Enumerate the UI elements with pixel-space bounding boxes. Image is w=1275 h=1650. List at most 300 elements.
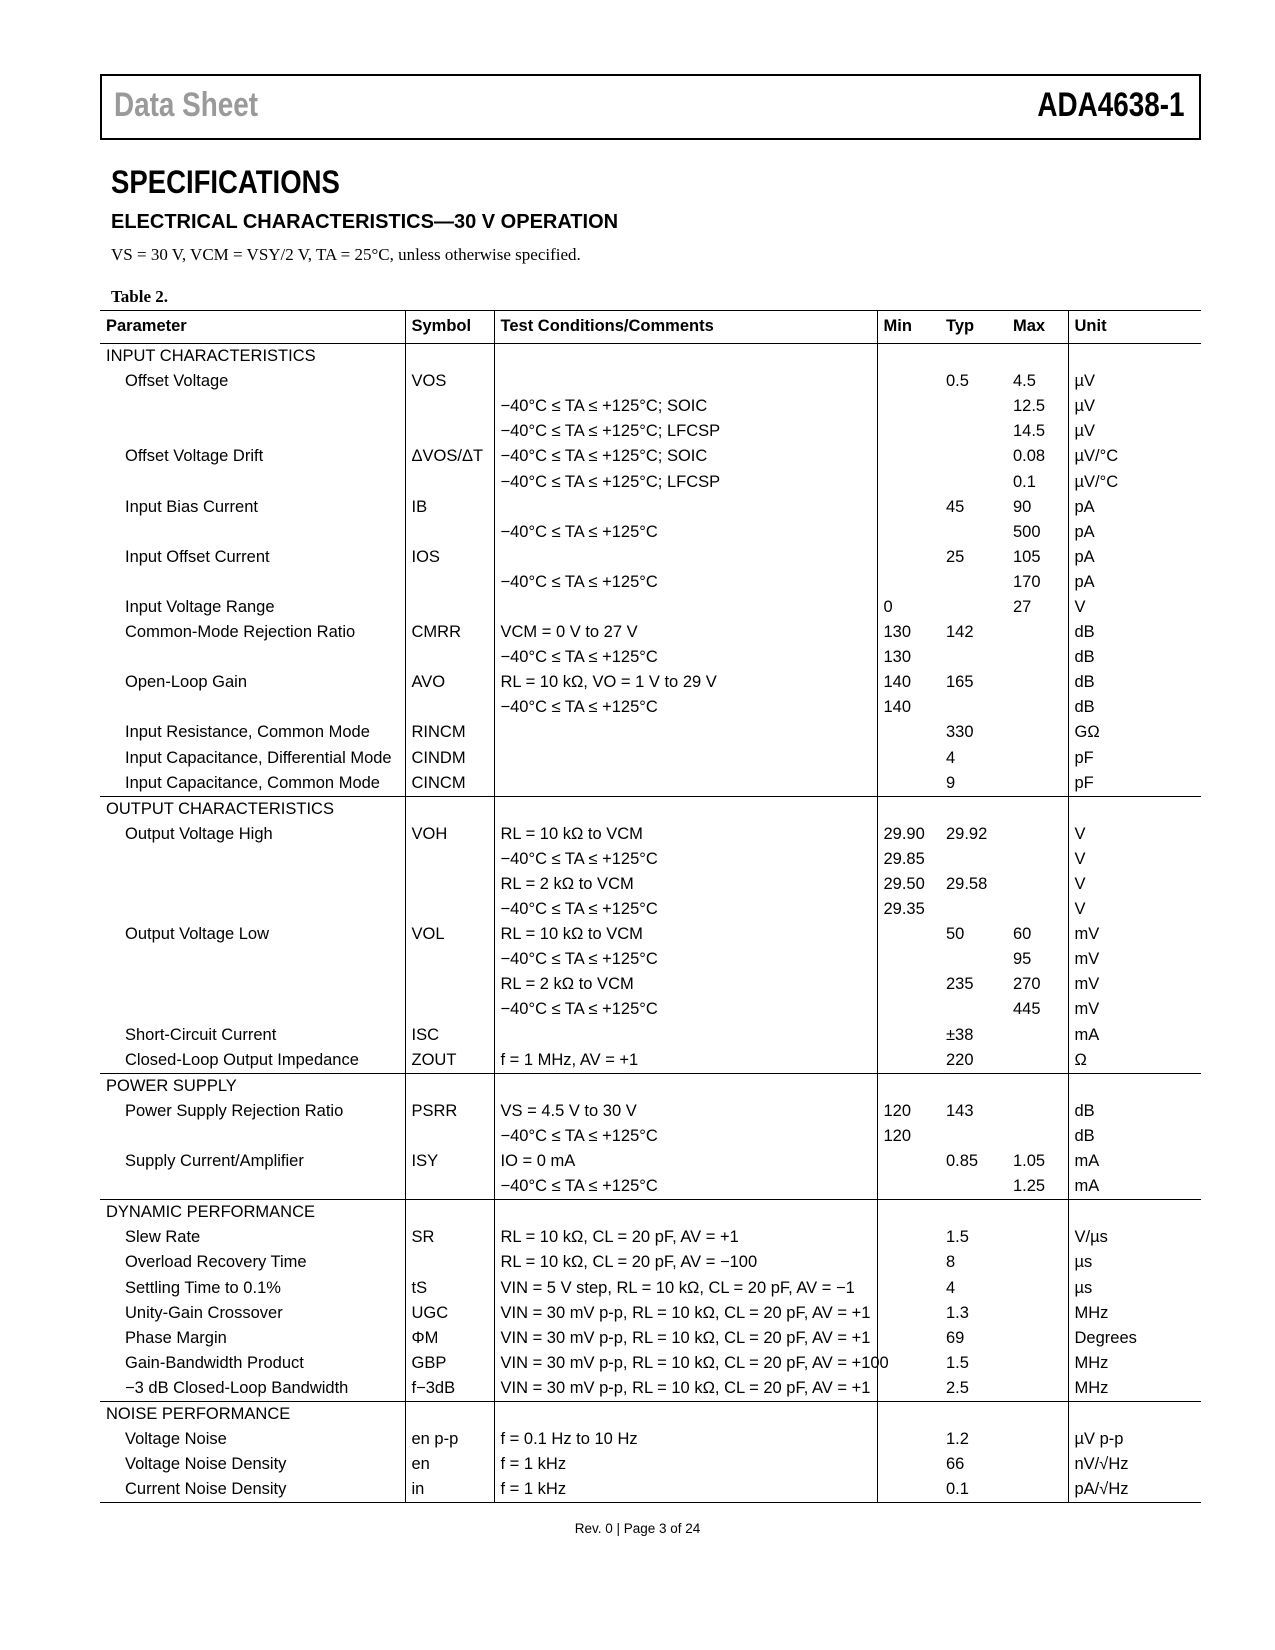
table-row	[100, 1427, 1201, 1452]
cell-typ	[940, 520, 1007, 545]
section-title: SPECIFICATIONS	[111, 164, 340, 200]
cell-max	[1007, 720, 1068, 745]
cell-min	[877, 1048, 940, 1074]
cell-max	[1007, 645, 1068, 670]
table-row	[100, 1250, 1201, 1275]
cell-min	[877, 1326, 940, 1351]
cell-conditions	[494, 369, 877, 394]
cell-parameter: Short-Circuit Current	[125, 1025, 277, 1044]
cell-min	[877, 771, 940, 797]
table-row	[100, 922, 1201, 947]
cell-parameter: Offset Voltage Drift	[125, 447, 264, 466]
operating-conditions: VS = 30 V, VCM = VSY/2 V, TA = 25°C, unless otherwise specified.	[111, 245, 581, 264]
table-row	[100, 997, 1201, 1022]
cell-min: 29.90	[877, 822, 940, 847]
cell-min	[877, 1275, 940, 1300]
cell-symbol	[405, 570, 494, 595]
cell-min	[877, 1149, 940, 1174]
cell-min: 140	[877, 670, 940, 695]
cell-unit: pF	[1068, 771, 1201, 797]
cell-min	[877, 545, 940, 570]
cell-min	[877, 1200, 940, 1226]
cell-typ: 66	[946, 1455, 965, 1474]
cell-typ: 1.2	[946, 1430, 969, 1449]
cell-symbol	[405, 695, 494, 720]
table-caption: Table 2.	[111, 287, 169, 306]
cell-symbol: ISC	[405, 1023, 494, 1048]
table-row	[100, 570, 1201, 595]
cell-parameter	[100, 419, 405, 444]
cell-parameter	[100, 872, 405, 897]
cell-conditions: RL = 10 kΩ to VCM	[494, 822, 877, 847]
cell-unit: µV	[1068, 419, 1201, 444]
column-header-parameter: Parameter	[100, 311, 405, 344]
cell-typ: 29.92	[946, 824, 988, 843]
cell-max	[1007, 1326, 1068, 1351]
column-header-symbol: Symbol	[405, 311, 494, 344]
table-row	[100, 695, 1201, 720]
cell-min	[877, 419, 940, 444]
cell-unit: µV p-p	[1068, 1427, 1201, 1452]
cell-conditions: f = 1 kHz	[494, 1477, 877, 1503]
cell-max: 14.5	[1013, 422, 1046, 441]
cell-typ	[940, 344, 1007, 370]
cell-symbol: GBP	[405, 1351, 494, 1376]
cell-max	[1007, 822, 1068, 847]
cell-min	[877, 746, 940, 771]
specifications-table	[100, 310, 1201, 1503]
cell-conditions: VIN = 5 V step, RL = 10 kΩ, CL = 20 pF, AV = −1	[494, 1275, 877, 1300]
cell-parameter	[100, 570, 405, 595]
cell-symbol: f−3dB	[405, 1376, 494, 1402]
cell-min	[877, 947, 940, 972]
subsection-title: ELECTRICAL CHARACTERISTICS—30 V OPERATION	[111, 211, 619, 233]
cell-conditions: IO = 0 mA	[494, 1149, 877, 1174]
cell-typ: 330	[946, 723, 974, 742]
cell-min	[877, 570, 940, 595]
cell-unit: GΩ	[1068, 720, 1201, 745]
cell-symbol: RINCM	[405, 720, 494, 745]
cell-typ: 69	[946, 1328, 965, 1347]
cell-unit: mV	[1068, 947, 1201, 972]
cell-parameter: Output Voltage High	[125, 824, 273, 843]
cell-typ: 235	[946, 975, 974, 994]
table-row	[100, 1023, 1201, 1048]
cell-unit: pA	[1068, 520, 1201, 545]
cell-unit: dB	[1068, 645, 1201, 670]
table-row	[100, 1351, 1201, 1376]
cell-parameter: Input Bias Current	[125, 497, 258, 516]
cell-unit: V/µs	[1068, 1225, 1201, 1250]
cell-conditions: −40°C ≤ TA ≤ +125°C	[494, 897, 877, 922]
cell-parameter	[100, 520, 405, 545]
cell-max: 27	[1013, 597, 1032, 616]
cell-typ: 1.3	[946, 1303, 969, 1322]
cell-max	[1007, 796, 1068, 822]
cell-typ	[940, 796, 1007, 822]
cell-max	[1007, 1401, 1068, 1427]
cell-max	[1007, 847, 1068, 872]
cell-conditions: −40°C ≤ TA ≤ +125°C; LFCSP	[494, 419, 877, 444]
cell-max	[1007, 771, 1068, 797]
cell-max	[1007, 1427, 1068, 1452]
cell-typ: 143	[946, 1101, 974, 1120]
cell-symbol: ΔVOS/ΔT	[405, 444, 494, 469]
cell-typ	[940, 1200, 1007, 1226]
cell-parameter: Gain-Bandwidth Product	[125, 1353, 304, 1372]
cell-typ: 1.5	[946, 1353, 969, 1372]
cell-symbol	[405, 595, 494, 620]
cell-min: 29.35	[877, 897, 940, 922]
table-row	[100, 495, 1201, 520]
cell-conditions: RL = 10 kΩ, CL = 20 pF, AV = +1	[494, 1225, 877, 1250]
cell-symbol	[405, 1401, 494, 1427]
cell-symbol: IOS	[405, 545, 494, 570]
cell-typ	[940, 997, 1007, 1022]
cell-symbol: PSRR	[405, 1099, 494, 1124]
cell-parameter: Input Offset Current	[125, 547, 270, 566]
table-row	[100, 1477, 1201, 1503]
cell-max: 0.1	[1013, 472, 1036, 491]
cell-conditions	[494, 796, 877, 822]
cell-min	[877, 344, 940, 370]
cell-parameter	[100, 1124, 405, 1149]
cell-unit: dB	[1068, 670, 1201, 695]
cell-parameter	[100, 394, 405, 419]
cell-min	[877, 520, 940, 545]
cell-unit: µV	[1068, 369, 1201, 394]
cell-unit: dB	[1068, 1124, 1201, 1149]
table-row	[100, 1124, 1201, 1149]
cell-conditions: −40°C ≤ TA ≤ +125°C	[494, 947, 877, 972]
cell-max: 270	[1013, 975, 1041, 994]
cell-parameter: Open-Loop Gain	[125, 673, 248, 692]
cell-symbol: IB	[405, 495, 494, 520]
cell-min: 29.85	[877, 847, 940, 872]
cell-max: 500	[1013, 522, 1041, 541]
cell-conditions: VIN = 30 mV p-p, RL = 10 kΩ, CL = 20 pF, AV = +100	[494, 1351, 877, 1376]
cell-max	[1007, 1452, 1068, 1477]
cell-parameter: NOISE PERFORMANCE	[100, 1401, 405, 1427]
cell-conditions: RL = 10 kΩ to VCM	[494, 922, 877, 947]
cell-typ	[940, 394, 1007, 419]
table-row	[100, 645, 1201, 670]
cell-conditions	[494, 495, 877, 520]
table-row	[100, 1376, 1201, 1402]
cell-conditions	[494, 771, 877, 797]
cell-conditions: −40°C ≤ TA ≤ +125°C	[494, 997, 877, 1022]
cell-symbol	[405, 344, 494, 370]
cell-symbol	[405, 1200, 494, 1226]
cell-parameter	[100, 897, 405, 922]
cell-parameter: −3 dB Closed-Loop Bandwidth	[125, 1378, 349, 1397]
cell-min: 140	[877, 695, 940, 720]
cell-unit: Ω	[1068, 1048, 1201, 1074]
cell-unit: MHz	[1068, 1351, 1201, 1376]
cell-min	[877, 369, 940, 394]
cell-max: 105	[1013, 547, 1041, 566]
cell-unit: µs	[1068, 1275, 1201, 1300]
cell-parameter: Input Voltage Range	[125, 597, 275, 616]
cell-min	[877, 1250, 940, 1275]
cell-symbol	[405, 847, 494, 872]
cell-symbol	[405, 469, 494, 494]
cell-max	[1007, 746, 1068, 771]
cell-symbol	[405, 520, 494, 545]
cell-unit: mV	[1068, 922, 1201, 947]
cell-parameter	[100, 947, 405, 972]
table-row	[100, 520, 1201, 545]
cell-max: 170	[1013, 572, 1041, 591]
cell-symbol: CINCM	[405, 771, 494, 797]
cell-parameter: Input Resistance, Common Mode	[125, 723, 370, 742]
cell-parameter: INPUT CHARACTERISTICS	[106, 347, 316, 366]
cell-typ: 2.5	[946, 1378, 969, 1397]
table-row	[100, 469, 1201, 494]
header-part-number: ADA4638-1	[1037, 86, 1185, 124]
cell-min	[877, 444, 940, 469]
cell-symbol: CMRR	[405, 620, 494, 645]
cell-min: 0	[877, 595, 940, 620]
cell-typ: 25	[946, 547, 965, 566]
cell-unit: mA	[1068, 1023, 1201, 1048]
table-row	[100, 1174, 1201, 1200]
cell-conditions: −40°C ≤ TA ≤ +125°C	[494, 695, 877, 720]
cell-symbol	[405, 972, 494, 997]
cell-min	[877, 1452, 940, 1477]
cell-typ: 0.85	[946, 1152, 979, 1171]
cell-unit: V	[1068, 822, 1201, 847]
cell-unit: MHz	[1068, 1376, 1201, 1402]
cell-typ	[940, 1174, 1007, 1200]
table-row	[100, 897, 1201, 922]
column-header-unit: Unit	[1068, 311, 1201, 344]
cell-min	[877, 972, 940, 997]
cell-conditions	[494, 1023, 877, 1048]
cell-conditions: −40°C ≤ TA ≤ +125°C; SOIC	[494, 444, 877, 469]
cell-max	[1007, 695, 1068, 720]
cell-min	[877, 495, 940, 520]
cell-conditions: RL = 2 kΩ to VCM	[494, 972, 877, 997]
cell-typ: 1.5	[946, 1228, 969, 1247]
cell-conditions: f = 1 kHz	[494, 1452, 877, 1477]
table-row	[100, 419, 1201, 444]
cell-max: 60	[1013, 925, 1032, 944]
cell-symbol: en	[405, 1452, 494, 1477]
cell-min	[877, 720, 940, 745]
cell-symbol: in	[405, 1477, 494, 1503]
cell-typ: 0.1	[940, 1477, 1007, 1503]
cell-typ	[940, 897, 1007, 922]
table-section-row	[100, 344, 1201, 370]
cell-unit	[1068, 1401, 1201, 1427]
cell-conditions: −40°C ≤ TA ≤ +125°C	[494, 520, 877, 545]
cell-parameter	[100, 695, 405, 720]
cell-conditions	[494, 545, 877, 570]
table-row	[100, 847, 1201, 872]
cell-parameter	[100, 847, 405, 872]
cell-unit: µV	[1068, 394, 1201, 419]
cell-symbol: ZOUT	[405, 1048, 494, 1074]
cell-conditions	[494, 344, 877, 370]
cell-typ	[940, 695, 1007, 720]
table-row	[100, 1149, 1201, 1174]
cell-typ: 4	[946, 1278, 956, 1297]
cell-symbol: UGC	[405, 1301, 494, 1326]
cell-parameter	[100, 645, 405, 670]
table-row	[100, 369, 1201, 394]
cell-symbol	[405, 645, 494, 670]
cell-unit: pA	[1068, 570, 1201, 595]
cell-symbol	[405, 394, 494, 419]
cell-symbol: VOL	[405, 922, 494, 947]
cell-unit: mV	[1068, 972, 1201, 997]
cell-max: 95	[1013, 950, 1032, 969]
cell-symbol: CINDM	[405, 746, 494, 771]
cell-conditions: RL = 10 kΩ, VO = 1 V to 29 V	[494, 670, 877, 695]
cell-min	[877, 1401, 940, 1427]
header-doc-type: Data Sheet	[114, 86, 259, 124]
cell-typ	[940, 469, 1007, 494]
cell-min	[877, 796, 940, 822]
cell-typ	[940, 645, 1007, 670]
cell-symbol	[405, 897, 494, 922]
cell-max: 90	[1013, 497, 1032, 516]
cell-min: 29.50	[877, 872, 940, 897]
cell-max	[1007, 1048, 1068, 1074]
cell-max	[1007, 897, 1068, 922]
column-header-typ: Typ	[940, 311, 1007, 344]
cell-min	[877, 922, 940, 947]
cell-max	[1007, 1301, 1068, 1326]
cell-parameter: Input Capacitance, Differential Mode	[125, 748, 392, 767]
cell-parameter: Unity-Gain Crossover	[125, 1303, 283, 1322]
cell-min	[877, 1376, 940, 1402]
cell-typ: ±38	[946, 1025, 974, 1044]
column-header-conditions: Test Conditions/Comments	[494, 311, 877, 344]
cell-parameter	[100, 469, 405, 494]
cell-symbol	[405, 872, 494, 897]
cell-max: 1.05	[1013, 1152, 1046, 1171]
cell-max	[1007, 344, 1068, 370]
cell-typ	[940, 1124, 1007, 1149]
cell-min: 120	[877, 1124, 940, 1149]
cell-min	[877, 1301, 940, 1326]
cell-unit: V	[1068, 872, 1201, 897]
cell-typ	[940, 570, 1007, 595]
cell-max	[1007, 1099, 1068, 1124]
table-row	[100, 394, 1201, 419]
cell-min	[877, 1023, 940, 1048]
cell-conditions	[494, 1073, 877, 1099]
cell-max	[1007, 1275, 1068, 1300]
cell-min	[877, 997, 940, 1022]
cell-min	[877, 1174, 940, 1200]
cell-typ: 9	[946, 773, 956, 792]
table-row	[100, 746, 1201, 771]
cell-min	[877, 394, 940, 419]
table-row	[100, 720, 1201, 745]
cell-parameter: Phase Margin	[125, 1328, 227, 1347]
cell-unit: dB	[1068, 620, 1201, 645]
cell-max	[1007, 1351, 1068, 1376]
cell-min	[877, 1477, 940, 1503]
table-row	[100, 1326, 1201, 1351]
table-row	[100, 670, 1201, 695]
table-row	[100, 947, 1201, 972]
cell-max: 1.25	[1013, 1177, 1046, 1196]
cell-typ: 0.5	[946, 372, 969, 391]
table-row	[100, 1099, 1201, 1124]
cell-typ	[940, 419, 1007, 444]
cell-typ: 165	[946, 673, 974, 692]
cell-max	[1007, 620, 1068, 645]
cell-conditions: −40°C ≤ TA ≤ +125°C	[494, 1174, 877, 1200]
cell-symbol: VOS	[405, 369, 494, 394]
cell-max: 0.08	[1013, 447, 1046, 466]
cell-parameter: Overload Recovery Time	[125, 1253, 307, 1272]
cell-parameter: Input Capacitance, Common Mode	[125, 773, 380, 792]
cell-unit: MHz	[1068, 1301, 1201, 1326]
cell-typ: 220	[946, 1050, 974, 1069]
cell-parameter: Closed-Loop Output Impedance	[125, 1050, 359, 1069]
cell-conditions	[494, 595, 877, 620]
cell-unit: mV	[1068, 997, 1201, 1022]
cell-typ	[940, 947, 1007, 972]
cell-min	[877, 1225, 940, 1250]
cell-typ	[940, 1401, 1007, 1427]
cell-conditions	[494, 1401, 877, 1427]
cell-symbol: tS	[405, 1275, 494, 1300]
cell-max	[1007, 1376, 1068, 1402]
cell-conditions: VIN = 30 mV p-p, RL = 10 kΩ, CL = 20 pF, AV = +1	[494, 1326, 877, 1351]
cell-conditions	[494, 1200, 877, 1226]
cell-conditions: −40°C ≤ TA ≤ +125°C	[494, 570, 877, 595]
table-row	[100, 1225, 1201, 1250]
cell-typ: 29.58	[946, 875, 988, 894]
cell-unit	[1068, 344, 1201, 370]
table-row	[100, 1048, 1201, 1074]
cell-conditions: −40°C ≤ TA ≤ +125°C	[494, 645, 877, 670]
cell-parameter: OUTPUT CHARACTERISTICS	[100, 796, 405, 822]
table-row	[100, 972, 1201, 997]
page-footer: Rev. 0 | Page 3 of 24	[574, 1521, 701, 1536]
cell-unit	[1068, 1200, 1201, 1226]
cell-symbol: AVO	[405, 670, 494, 695]
cell-min: 120	[877, 1099, 940, 1124]
cell-parameter: Output Voltage Low	[125, 925, 270, 944]
cell-parameter: Power Supply Rejection Ratio	[125, 1101, 344, 1120]
cell-symbol: ISY	[405, 1149, 494, 1174]
cell-typ: 4	[946, 748, 956, 767]
cell-max	[1007, 670, 1068, 695]
column-header-max: Max	[1007, 311, 1068, 344]
cell-conditions: RL = 2 kΩ to VCM	[494, 872, 877, 897]
cell-typ	[940, 1073, 1007, 1099]
cell-parameter: Offset Voltage	[125, 372, 229, 391]
cell-symbol	[405, 997, 494, 1022]
cell-unit: pF	[1068, 746, 1201, 771]
table-row	[100, 595, 1201, 620]
cell-max	[1007, 1477, 1068, 1503]
cell-typ	[940, 847, 1007, 872]
cell-parameter: Voltage Noise	[125, 1430, 227, 1449]
cell-unit	[1068, 1073, 1201, 1099]
cell-unit: µV/°C	[1068, 444, 1201, 469]
table-row	[100, 771, 1201, 797]
column-header-min: Min	[877, 311, 940, 344]
cell-max	[1007, 1023, 1068, 1048]
